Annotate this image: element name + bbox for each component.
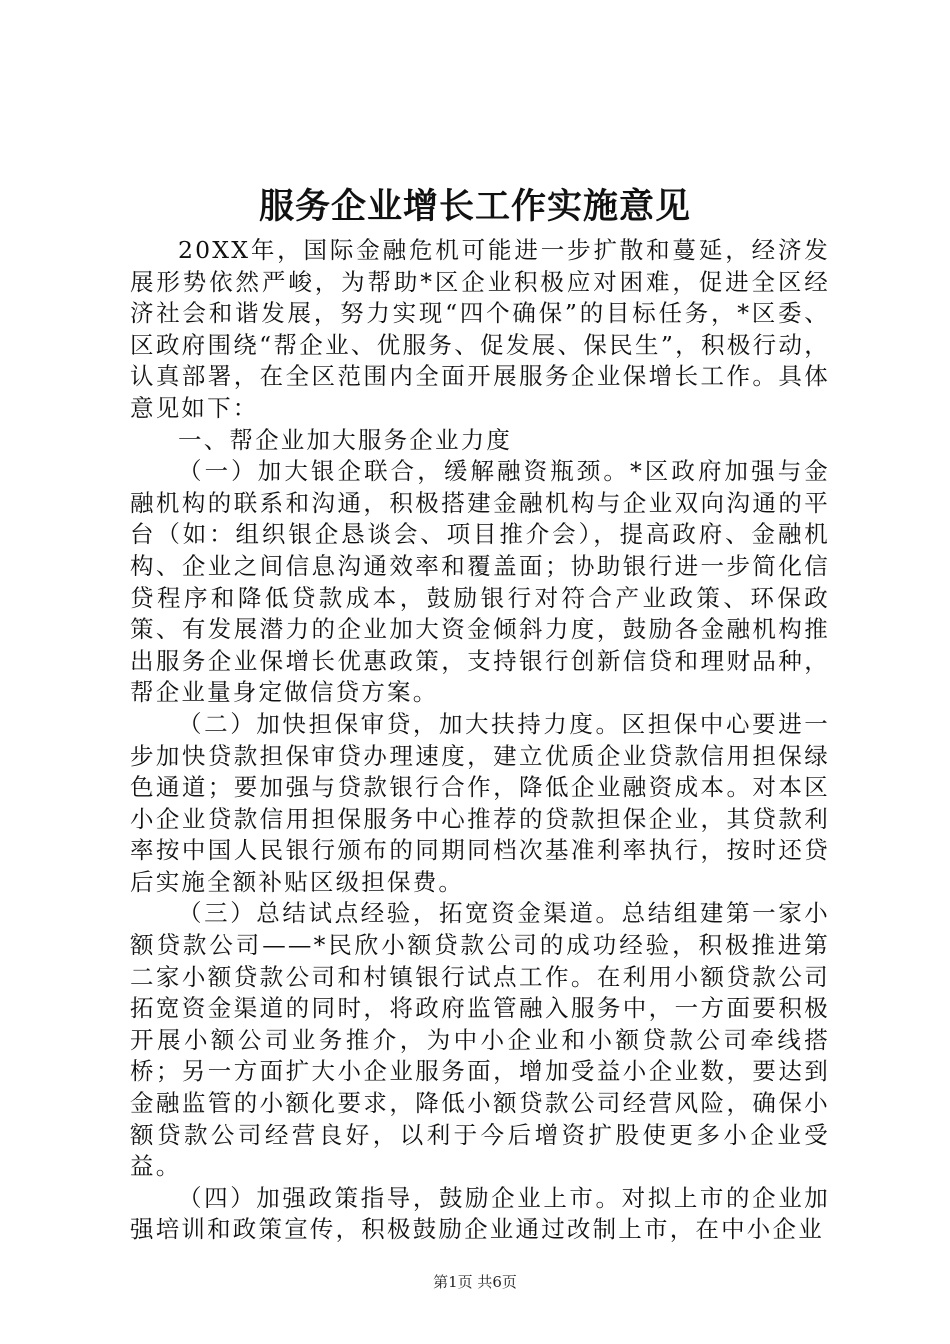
- paragraph-intro: 20XX年，国际金融危机可能进一步扩散和蔓延，经济发展形势依然严峻，为帮助*区企业积极应对困难，促进全区经济社会和谐发展，努力实现“四个确保”的目标任务，*区委、区政府围绕“帮企业、优服务、促发展、保民生”，积极行动，认真部署，在全区范围内全面开展服务企业保增长工作。具体意见如下：: [130, 236, 830, 422]
- paragraph-item-2: （二）加快担保审贷，加大扶持力度。区担保中心要进一步加快贷款担保审贷办理速度，建立优质企业贷款信用担保绿色通道；要加强与贷款银行合作，降低企业融资成本。对本区小企业贷款信用担保服务中心推荐的贷款担保企业，其贷款利率按中国人民银行颁布的同期同档次基准利率执行，按时还贷后实施全额补贴区级担保费。: [130, 709, 830, 896]
- document-body: [130, 235, 830, 1246]
- section-heading-1: 一、帮企业加大服务企业力度: [178, 425, 513, 454]
- paragraph-item-4: （四）加强政策指导，鼓励企业上市。对拟上市的企业加强培训和政策宣传，积极鼓励企业通过改制上市，在中小企业: [130, 1183, 830, 1244]
- paragraph-item-3: （三）总结试点经验，拓宽资金渠道。总结组建第一家小额贷款公司——*民欣小额贷款公司的成功经验，积极推进第二家小额贷款公司和村镇银行试点工作。在利用小额贷款公司拓宽资金渠道的同时，将政府监管融入服务中，一方面要积极开展小额公司业务推介，为中小企业和小额贷款公司牵线搭桥；另一方面扩大小企业服务面，增加受益小企业数，要达到金融监管的小额化要求，降低小额贷款公司经营风险，确保小额贷款公司经营良好，以利于今后增资扩股使更多小企业受益。: [130, 899, 830, 1181]
- paragraph-item-1: （一）加大银企联合，缓解融资瓶颈。*区政府加强与金融机构的联系和沟通，积极搭建金融机构与企业双向沟通的平台（如：组织银企恳谈会、项目推介会），提高政府、金融机构、企业之间信息沟通效率和覆盖面；协助银行进一步简化信贷程序和降低贷款成本，鼓励银行对符合产业政策、环保政策、有发展潜力的企业加大资金倾斜力度，鼓励各金融机构推出服务企业保增长优惠政策，支持银行创新信贷和理财品种，帮企业量身定做信贷方案。: [130, 457, 830, 707]
- document-title: 服务企业增长工作实施意见: [258, 186, 691, 227]
- page-number-footer: 第1页 共6页: [433, 1273, 517, 1291]
